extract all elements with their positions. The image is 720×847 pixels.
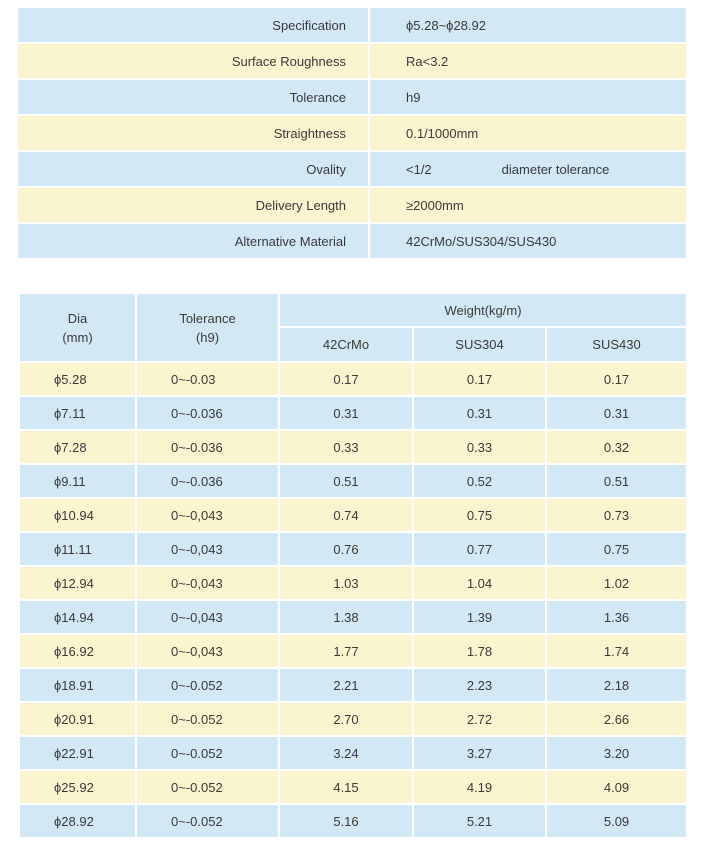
weight-sus430-cell: 3.20 (546, 736, 687, 770)
tol-cell: 0~-0.052 (136, 770, 279, 804)
table-row (19, 668, 687, 702)
dia-cell: ϕ16.92 (19, 634, 136, 668)
spec-value: Ra<3.2 (406, 53, 449, 69)
dia-cell: ϕ28.92 (19, 804, 136, 838)
spec-value-cell (368, 44, 686, 78)
weight-sus304-cell: 1.04 (413, 566, 546, 600)
spec-value: ≥2000mm (406, 197, 464, 213)
dia-cell: ϕ5.28 (19, 362, 136, 396)
weight-42crmo-cell: 1.03 (279, 566, 413, 600)
weight-42crmo-cell: 0.17 (279, 362, 413, 396)
tolerance-header-label: Tolerance (179, 310, 236, 326)
weight-42crmo-cell: 1.38 (279, 600, 413, 634)
tol-cell: 0~-0.052 (136, 668, 279, 702)
table-row (19, 702, 687, 736)
weight-sus430-cell: 0.32 (546, 430, 687, 464)
weight-42crmo-cell: 0.51 (279, 464, 413, 498)
weight-sus304-cell: 0.52 (413, 464, 546, 498)
spec-label: Straightness (18, 116, 368, 150)
spec-value-cell (368, 152, 686, 186)
material-header-42crmo: 42CrMo (279, 327, 413, 362)
weight-42crmo-cell: 0.33 (279, 430, 413, 464)
spec-row (18, 188, 686, 222)
spec-label: Ovality (18, 152, 368, 186)
tol-cell: 0~-0,043 (136, 532, 279, 566)
weight-sus304-cell: 0.33 (413, 430, 546, 464)
weight-sus304-cell: 0.17 (413, 362, 546, 396)
tol-cell: 0~-0.036 (136, 430, 279, 464)
weight-42crmo-cell: 0.76 (279, 532, 413, 566)
table-row (19, 770, 687, 804)
spec-row (18, 116, 686, 150)
tolerance-header-unit: (h9) (195, 329, 220, 345)
tol-cell: 0~-0,043 (136, 498, 279, 532)
tol-cell: 0~-0.052 (136, 804, 279, 838)
weight-header: Weight(kg/m) (279, 293, 687, 327)
dia-cell: ϕ10.94 (19, 498, 136, 532)
weight-sus430-cell: 2.18 (546, 668, 687, 702)
weight-sus430-cell: 0.75 (546, 532, 687, 566)
tol-cell: 0~-0,043 (136, 566, 279, 600)
table-row (19, 498, 687, 532)
weight-sus430-cell: 1.02 (546, 566, 687, 600)
dia-cell: ϕ7.11 (19, 396, 136, 430)
dia-cell: ϕ22.91 (19, 736, 136, 770)
spec-value: 42CrMo/SUS304/SUS430 (406, 233, 557, 249)
table-row (19, 430, 687, 464)
dia-cell: ϕ12.94 (19, 566, 136, 600)
spec-row (18, 8, 686, 42)
spec-value: ϕ5.28~ϕ28.92 (406, 17, 486, 33)
weight-sus430-cell: 1.36 (546, 600, 687, 634)
spec-label: Surface Roughness (18, 44, 368, 78)
spec-value-cell (368, 80, 686, 114)
table-row (19, 634, 687, 668)
dia-cell: ϕ18.91 (19, 668, 136, 702)
tolerance-header (136, 293, 279, 362)
weight-sus430-cell: 0.17 (546, 362, 687, 396)
weight-42crmo-cell: 3.24 (279, 736, 413, 770)
dia-header-label: Dia (67, 310, 88, 326)
tol-cell: 0~-0.052 (136, 736, 279, 770)
weight-sus430-cell: 4.09 (546, 770, 687, 804)
spec-row (18, 152, 686, 186)
spec-note: diameter tolerance (501, 161, 610, 177)
weight-sus430-cell: 5.09 (546, 804, 687, 838)
dia-header (19, 293, 136, 362)
weight-sus304-cell: 2.23 (413, 668, 546, 702)
weight-42crmo-cell: 2.70 (279, 702, 413, 736)
dia-cell: ϕ7.28 (19, 430, 136, 464)
dia-cell: ϕ9.11 (19, 464, 136, 498)
weight-sus430-cell: 0.51 (546, 464, 687, 498)
table-row (19, 362, 687, 396)
dia-cell: ϕ14.94 (19, 600, 136, 634)
dia-cell: ϕ25.92 (19, 770, 136, 804)
table-row (19, 804, 687, 838)
weight-42crmo-cell: 5.16 (279, 804, 413, 838)
spec-value: 0.1/1000mm (406, 125, 479, 141)
table-row (19, 600, 687, 634)
weight-42crmo-cell: 0.74 (279, 498, 413, 532)
weight-sus304-cell: 3.27 (413, 736, 546, 770)
spec-label: Specification (18, 8, 368, 42)
weight-sus304-cell: 1.39 (413, 600, 546, 634)
weight-sus304-cell: 0.75 (413, 498, 546, 532)
material-header-sus304: SUS304 (413, 327, 546, 362)
weight-42crmo-cell: 0.31 (279, 396, 413, 430)
table-row (19, 532, 687, 566)
tol-cell: 0~-0.052 (136, 702, 279, 736)
spec-row (18, 80, 686, 114)
tol-cell: 0~-0.036 (136, 464, 279, 498)
spec-label: Tolerance (18, 80, 368, 114)
spec-value-cell (368, 224, 686, 258)
specification-table (18, 6, 686, 260)
spec-value-cell (368, 8, 686, 42)
spec-value: h9 (406, 89, 421, 105)
table-row (19, 464, 687, 498)
weight-sus430-cell: 0.73 (546, 498, 687, 532)
weight-42crmo-cell: 4.15 (279, 770, 413, 804)
weight-table (18, 292, 688, 839)
material-header-sus430: SUS430 (546, 327, 687, 362)
dia-header-unit: (mm) (62, 329, 93, 345)
spec-value-cell (368, 116, 686, 150)
spec-value-cell (368, 188, 686, 222)
tol-cell: 0~-0.036 (136, 396, 279, 430)
table-row (19, 566, 687, 600)
tol-cell: 0~-0,043 (136, 634, 279, 668)
weight-sus304-cell: 0.31 (413, 396, 546, 430)
tol-cell: 0~-0,043 (136, 600, 279, 634)
table-row (19, 396, 687, 430)
spec-row (18, 44, 686, 78)
spec-row (18, 224, 686, 258)
table-row (19, 736, 687, 770)
weight-sus304-cell: 1.78 (413, 634, 546, 668)
weight-sus304-cell: 0.77 (413, 532, 546, 566)
dia-cell: ϕ20.91 (19, 702, 136, 736)
weight-sus304-cell: 5.21 (413, 804, 546, 838)
weight-sus430-cell: 1.74 (546, 634, 687, 668)
spec-label: Alternative Material (18, 224, 368, 258)
weight-sus304-cell: 2.72 (413, 702, 546, 736)
spec-label: Delivery Length (18, 188, 368, 222)
weight-sus304-cell: 4.19 (413, 770, 546, 804)
spec-value: <1/2 (406, 161, 432, 177)
weight-42crmo-cell: 2.21 (279, 668, 413, 702)
tol-cell: 0~-0.03 (136, 362, 279, 396)
weight-sus430-cell: 0.31 (546, 396, 687, 430)
weight-sus430-cell: 2.66 (546, 702, 687, 736)
dia-cell: ϕ11.11 (19, 532, 136, 566)
weight-42crmo-cell: 1.77 (279, 634, 413, 668)
